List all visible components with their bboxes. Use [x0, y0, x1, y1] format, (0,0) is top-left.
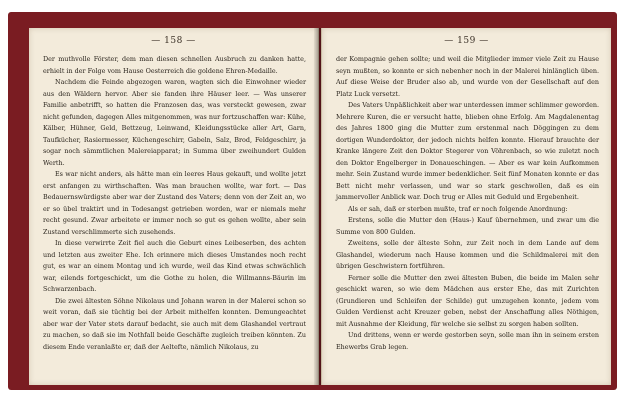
left-page — [29, 28, 319, 385]
paragraph: Ferner solle die Mutter den zwei ältesten Buben, die beide im Malen sehr geschickt waren, so wie dem Mädchen aus erster Ehe, das mit Zurichten (Grundieren und Schleifen der Schilde) gut umzugehen konnte, jedem vom Gulden Verdienst acht Kreuzer geben, nebst der Anschaffung alles Nöthigen, mit Ausnahme der Kleidung, für welche sie selbst zu sorgen haben sollten. — [336, 273, 599, 328]
page-number: — 158 — — [151, 36, 196, 46]
paragraph: In diese verwirrte Zeit fiel auch die Geburt eines Leibeserben, des achten und letzten aus zweiter Ehe. Ich erinnere mich dieses Umstandes noch recht gut, es war an einem Montag und ich wurde, weil das Kind etwas schwächlich war, eilends fortgeschickt, um die Gothe zu holen, die Willmanns-Bäurin im Schwarzenbach. — [43, 239, 306, 293]
right-page — [321, 28, 611, 385]
paragraph: Es war nicht anders, als hätte man ein leeres Haus gekauft, und wollte jetzt erst anfangen zu wirthschaften. Was man brauchen wollte, war fort. — Das Bedauernswürdigste aber war der Zustand des Vaters; denn von der Zeit an, wo er so übel traktirt und in Todesangst getrieben worden, war er niemals mehr recht gesund. Zwar arbeitete er immer noch so gut es gehen wollte, aber sein Zustand verschlimmerte sich zusehends. — [43, 170, 306, 236]
paragraph: Die zwei ältesten Söhne Nikolaus und Johann waren in der Malerei schon so weit voran, daß sie tüchtig bei der Arbeit mithelfen konnten. Demungeachtet aber war der Vater stets darauf bedacht, sie auch mit dem Glashandel vertraut zu machen, so daß sie im Nothfall beide Geschäfte zugleich treiben könnten. Zu diesem Ende veranlaßte er, daß der Aeltefte, nämlich Nikolaus, zu — [43, 296, 306, 351]
paragraph: Des Vaters Unpäßlichkeit aber war unterdessen immer schlimmer geworden. Mehrere Kuren, die er versucht hatte, blieben ohne Erfolg. Am Magdalenentag des Jahres 1800 ging die Mutter zum erstenmal nach Döggingen zu dem dortigen Wunderdoktor, der jedoch nichts helfen konnte. Hierauf brauchte der Kranke längere Zeit den Doktor Stegerer von Vöhrenbach, so wie zuletzt noch den Doktor Engelberger in Donaueschingen. — Aber es war kein Aufkommen mehr. Sein Zustand wurde immer bedenklicher. Seit fünf Monaten konnte er das Bett nicht mehr verlassen, und war so stark geschwollen, daß es ein jammervoller Anblick war. Doch trug er Alles mit Geduld und Ergebenheit. — [336, 101, 600, 201]
paragraph: Und drittens, wenn er werde gestorben seyn, solle man ihn in seinem ersten Ehewerbs Grab legen. — [336, 331, 599, 351]
page-text — [43, 54, 306, 353]
book — [8, 12, 617, 390]
paragraph: Nachdem die Feinde abgezogen waren, wagten sich die Einwohner wieder aus den Wäldern hervor. Aber sie fanden ihre Häuser leer. — Was unserer Familie anbetrifft, so hatten die Franzosen das, was versteckt gewesen, zwar nicht gefunden, dagegen Alles mitgenommen, was nur fortzuschaffen war: Kühe, Kälber, Hühner, Geld, Bettzeug, Leinwand, Kleidungsstücke aller Art, Garn, Taufkücher, Rasiermesser, Küchengeschirr, Gabeln, Salz, Brod, Feldgeschirr, ja sogar noch sämmtlichen Malereiapparat; in Summa über zweihundert Gulden Werth. — [43, 78, 306, 167]
paragraph: Der muthvolle Förster, dem man diesen schnellen Ausbruch zu danken hatte, erhielt in der Folge vom Hause Oesterreich die goldene Ehren-Medaille. — [43, 55, 306, 75]
paragraph: Zweitens, solle der älteste Sohn, zur Zeit noch in dem Lande auf dem Glashandel, wiederum nach Hause kommen und die Schildmalerei mit den übrigen Geschwistern fortführen. — [336, 239, 599, 270]
paragraph: Erstens, solle die Mutter den (Haus-) Kauf übernehmen, und zwar um die Summe von 800 Gulden. — [336, 216, 599, 236]
paragraph: Als er sah, daß er sterben mußte, traf er noch folgende Anordnung: — [348, 204, 568, 213]
page-text — [336, 54, 599, 353]
page-number: — 159 — — [444, 36, 489, 46]
paragraph: der Kompagnie gehen sollte; und weil die Mitglieder immer viele Zeit zu Hause seyn mußten, so konnte er sich nebenher noch in der Malerei hinlänglich üben. Auf diese Weise der Bruder also ab, und wurde von der Gesellschaft auf den Platz Luck versetzt. — [336, 55, 599, 98]
